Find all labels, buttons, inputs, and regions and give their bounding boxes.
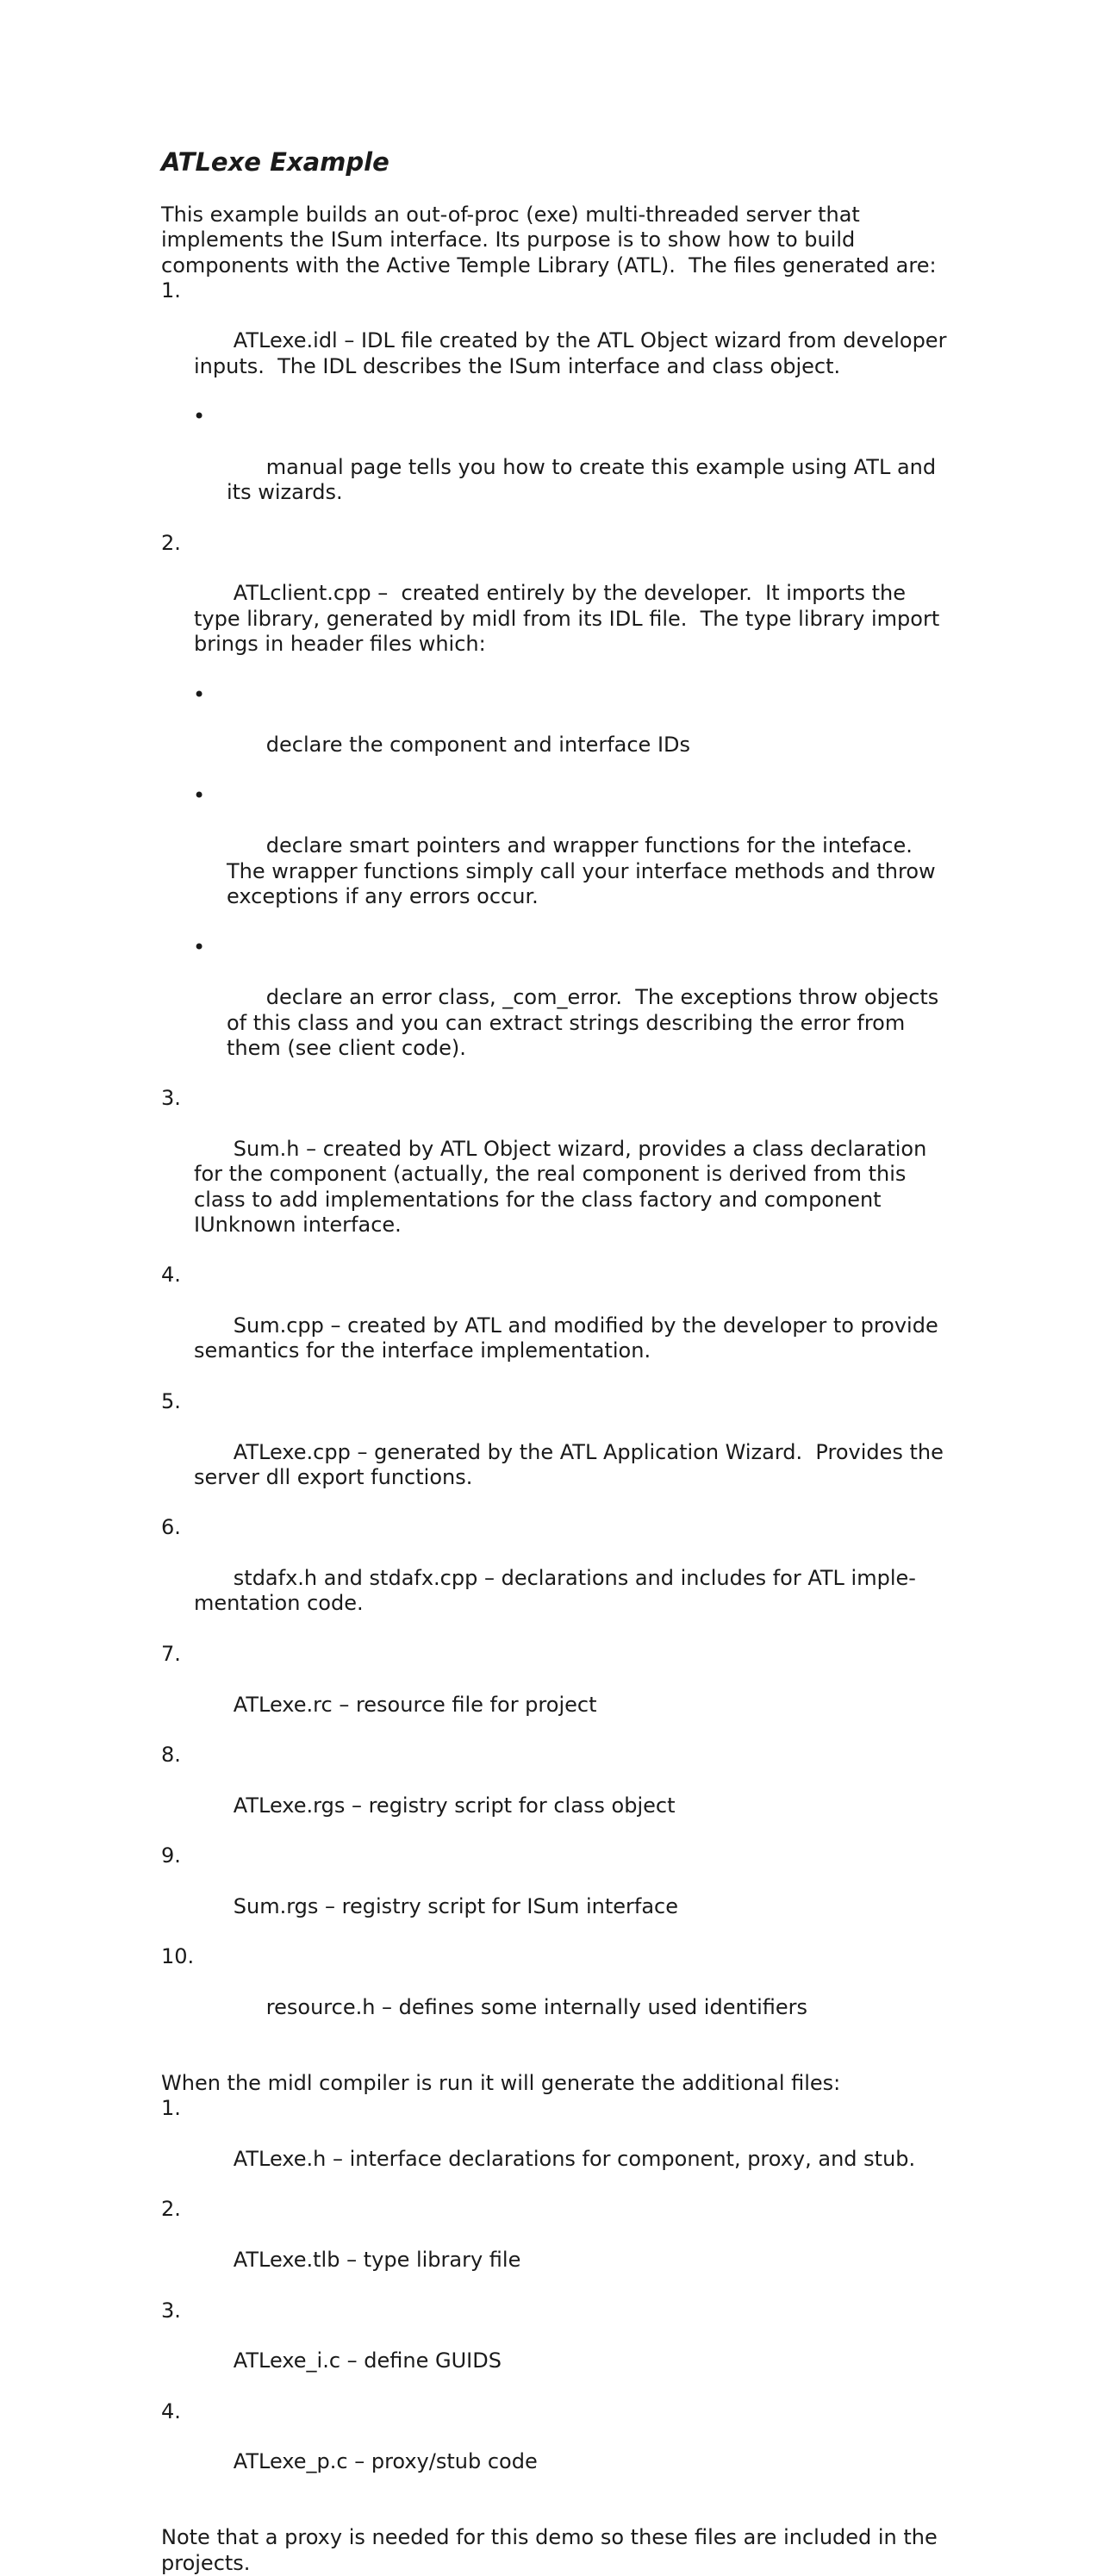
list-number: 2. xyxy=(161,2197,181,2222)
list-number: 3. xyxy=(161,1086,181,1111)
list-item xyxy=(161,278,954,404)
spacer xyxy=(161,2500,954,2525)
list-item xyxy=(161,2399,954,2500)
midl-intro-paragraph: When the midl compiler is run it will generate the additional files: xyxy=(161,2070,841,2095)
list-item-text: ATLexe.rc – resource file for project xyxy=(233,1692,597,1717)
list-item-text: Sum.h – created by ATL Object wizard, provides a class declaration for the component (actually, the real component is derived from this class to add implementations for the class factory and component IUnknown interface. xyxy=(194,1136,933,1237)
list-number: 7. xyxy=(161,1641,181,1666)
list-item xyxy=(161,1515,954,1641)
list-item-text: ATLexe.idl – IDL file created by the ATL Object wizard from developer inputs. The IDL describes the ISum interface and class object. xyxy=(194,328,954,378)
list-item-text: ATLexe.h – interface declarations for component, proxy, and stub. xyxy=(233,2146,916,2171)
intro-paragraph: This example builds an out-of-proc (exe) multi-threaded server that implements the ISum interface. Its purpose is to show how to build components with the Active Temple Library (ATL). The files generated are: xyxy=(161,203,937,278)
list-item xyxy=(161,1263,954,1388)
list-number: 4. xyxy=(161,2398,181,2423)
list-item-text: Sum.rgs – registry script for ISum interface xyxy=(233,1893,679,1918)
list-item-text: stdafx.h and stdafx.cpp – declarations and includes for ATL imple-mentation code. xyxy=(194,1566,916,1616)
bullet-icon: • xyxy=(193,934,206,959)
list-number: 5. xyxy=(161,1388,181,1413)
list-number: 1. xyxy=(161,2096,181,2121)
list-item-text: ATLexe.rgs – registry script for class object xyxy=(233,1793,676,1818)
list-item xyxy=(161,1642,954,1743)
bullet-item xyxy=(161,683,954,783)
list-item-text: ATLexe_i.c – define GUIDS xyxy=(233,2348,502,2373)
bullet-icon: • xyxy=(193,404,206,429)
note-paragraph: Note that a proxy is needed for this demo so these files are included in the projects. xyxy=(161,2525,944,2575)
bullet-item-text: declare an error class, _com_error. The exceptions throw objects of this class and you can extract strings describing the error from them (see client code). xyxy=(227,985,945,1060)
list-item-text: ATLexe.cpp – generated by the ATL Application Wizard. Provides the server dll export functions. xyxy=(194,1439,950,1489)
list-number: 10. xyxy=(161,1944,195,1969)
list-number: 9. xyxy=(161,1843,181,1868)
list-item xyxy=(161,2197,954,2298)
list-item-text: ATLexe.tlb – type library file xyxy=(233,2248,521,2273)
list-number: 2. xyxy=(161,530,181,555)
bullet-item-text: declare smart pointers and wrapper functions for the inteface. The wrapper functions simply call your interface methods and throw exceptions if any errors occur. xyxy=(227,833,943,909)
bullet-item xyxy=(161,935,954,1087)
list-number: 6. xyxy=(161,1515,181,1540)
list-item xyxy=(161,1944,954,2045)
list-item xyxy=(161,531,954,683)
list-item-text: ATLclient.cpp – created entirely by the developer. It imports the type library, generated by midl from its IDL file. The type library import brings in header files which: xyxy=(194,581,946,657)
bullet-item-text: manual page tells you how to create this example using ATL and its wizards. xyxy=(227,454,943,505)
list-item xyxy=(161,1743,954,1843)
list-number: 1. xyxy=(161,278,181,303)
list-item xyxy=(161,1843,954,1944)
bullet-icon: • xyxy=(193,682,206,707)
list-item-text: ATLexe_p.c – proxy/stub code xyxy=(233,2449,538,2474)
bullet-item xyxy=(161,404,954,530)
list-number: 3. xyxy=(161,2298,181,2323)
document-page xyxy=(161,147,954,2576)
list-number: 8. xyxy=(161,1743,181,1768)
list-item xyxy=(161,1086,954,1263)
bullet-item xyxy=(161,783,954,935)
midl-files-list xyxy=(161,2096,954,2500)
list-item xyxy=(161,2096,954,2197)
list-item-text: Sum.cpp – created by ATL and modified by the developer to provide semantics for the interface implementation. xyxy=(194,1313,945,1363)
bullet-icon: • xyxy=(193,783,206,808)
list-item xyxy=(161,2298,954,2399)
spacer xyxy=(161,2046,954,2071)
list-item xyxy=(161,1389,954,1515)
list-item-text: resource.h – defines some internally used identifiers xyxy=(265,1995,808,2020)
document-title: ATLexe Example xyxy=(161,147,389,177)
bullet-item-text: declare the component and interface IDs xyxy=(265,733,691,758)
generated-files-list xyxy=(161,278,954,2046)
list-number: 4. xyxy=(161,1263,181,1288)
